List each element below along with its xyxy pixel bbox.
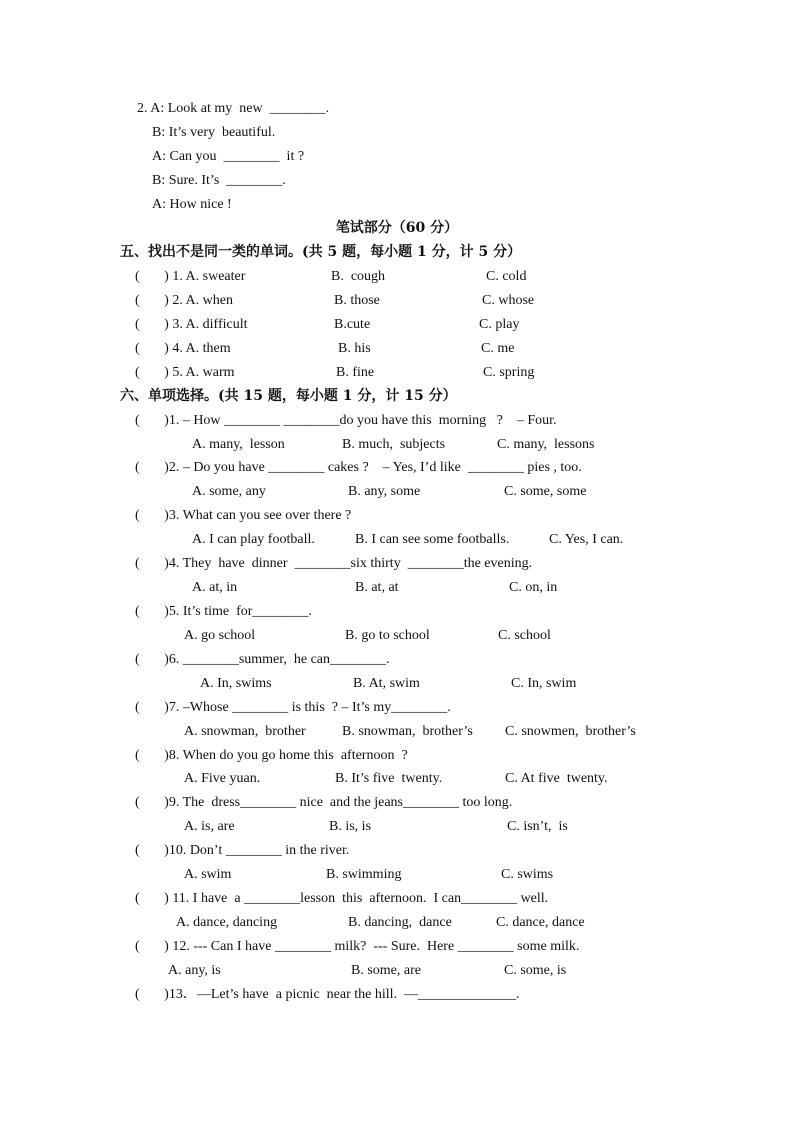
s5-q4: ( ) 4. A. them [135,341,231,356]
s5-q1: ( ) 1. A. sweater [135,269,246,284]
s6-q12-b: B. some, are [351,963,421,978]
s6-q11-a: A. dance, dancing [176,915,278,930]
s6-q13: ( )13．—Let’s have a picnic near the hill. —______________. [135,987,520,1002]
s5-q2-b: B. those [334,293,380,308]
s6-q10: ( )10. Don’t ________ in the river. [135,843,350,858]
s6-q4-c: C. on, in [509,580,558,595]
s5-q5-c: C. spring [483,365,535,380]
section6-heading: 六、单项选择。(共 15 题，每小题 1 分，计 15 分） [120,388,457,404]
s6-q2-a: A. some, any [192,484,266,499]
s6-q6-b: B. At, swim [353,676,420,691]
s5-q4-c: C. me [481,341,515,356]
s6-q12: ( ) 12. --- Can I have ________ milk? --- Sure. Here ________ some milk. [135,939,580,954]
s6-q4: ( )4. They have dinner ________six thirty ________the evening. [135,556,533,571]
s6-q4-b: B. at, at [355,580,399,595]
s6-q12-c: C. some, is [504,963,567,978]
s6-q9: ( )9. The dress________ nice and the jeans________ too long. [135,795,513,810]
s6-q11-c: C. dance, dance [496,915,585,930]
s5-q1-c: C. cold [486,269,527,284]
s5-q5-b: B. fine [336,365,375,380]
s6-q3-b: B. I can see some footballs. [355,532,510,547]
s6-q9-a: A. is, are [184,819,235,834]
s6-q6: ( )6. ________summer, he can________. [135,652,390,667]
s6-q3-c: C. Yes, I can. [549,532,624,547]
s5-q2-c: C. whose [482,293,535,308]
s6-q9-c: C. isn’t, is [507,819,568,834]
s6-q10-c: C. swims [501,867,554,882]
s5-q3: ( ) 3. A. difficult [135,317,248,332]
written-part-title: 笔试部分（60 分） [335,220,459,236]
s6-q9-b: B. is, is [329,819,372,834]
s6-q10-b: B. swimming [326,867,402,882]
s6-q11-b: B. dancing, dance [348,915,452,930]
s5-q4-b: B. his [338,341,371,356]
s6-q1-b: B. much, subjects [342,437,446,452]
s6-q12-a: A. any, is [168,963,221,978]
s6-q6-c: C. In, swim [511,676,577,691]
s6-q7-a: A. snowman, brother [184,724,306,739]
s6-q8-c: C. At five twenty. [505,771,608,786]
s6-q1-c: C. many, lessons [497,437,595,452]
dialog-line-5: A: How nice ! [152,197,232,212]
s6-q5-b: B. go to school [345,628,430,643]
s5-q3-b: B.cute [334,317,371,332]
s6-q5-a: A. go school [184,628,256,643]
dialog-line-1: 2. A: Look at my new ________. [137,101,330,116]
s6-q8-a: A. Five yuan. [184,771,261,786]
s5-q5: ( ) 5. A. warm [135,365,235,380]
dialog-line-3: A: Can you ________ it ? [152,149,305,164]
s6-q3: ( )3. What can you see over there ? [135,508,352,523]
s6-q7-b: B. snowman, brother’s [342,724,473,739]
s6-q5-c: C. school [498,628,551,643]
s6-q8: ( )8. When do you go home this afternoon ? [135,748,408,763]
s6-q3-a: A. I can play football. [192,532,315,547]
s6-q2-c: C. some, some [504,484,587,499]
s6-q6-a: A. In, swims [200,676,272,691]
s5-q1-b: B. cough [331,269,386,284]
s6-q4-a: A. at, in [192,580,238,595]
s5-q3-c: C. play [479,317,520,332]
s6-q7-c: C. snowmen, brother’s [505,724,636,739]
dialog-line-4: B: Sure. It’s ________. [152,173,286,188]
section5-heading: 五、找出不是同一类的单词。(共 5 题，每小题 1 分，计 5 分） [120,244,522,260]
s6-q7: ( )7. –Whose ________ is this ? – It’s my________. [135,700,451,715]
s6-q1: ( )1. – How ________ ________do you have this morning ? – Four. [135,413,557,428]
s5-q2: ( ) 2. A. when [135,293,233,308]
s6-q1-a: A. many, lesson [192,437,285,452]
s6-q10-a: A. swim [184,867,232,882]
s6-q11: ( ) 11. I have a ________lesson this afternoon. I can________ well. [135,891,549,906]
s6-q2-b: B. any, some [348,484,421,499]
s6-q5: ( )5. It’s time for________. [135,604,312,619]
dialog-line-2: B: It’s very beautiful. [152,125,276,140]
s6-q8-b: B. It’s five twenty. [335,771,443,786]
s6-q2: ( )2. – Do you have ________ cakes ? – Yes, I’d like ________ pies , too. [135,460,582,475]
